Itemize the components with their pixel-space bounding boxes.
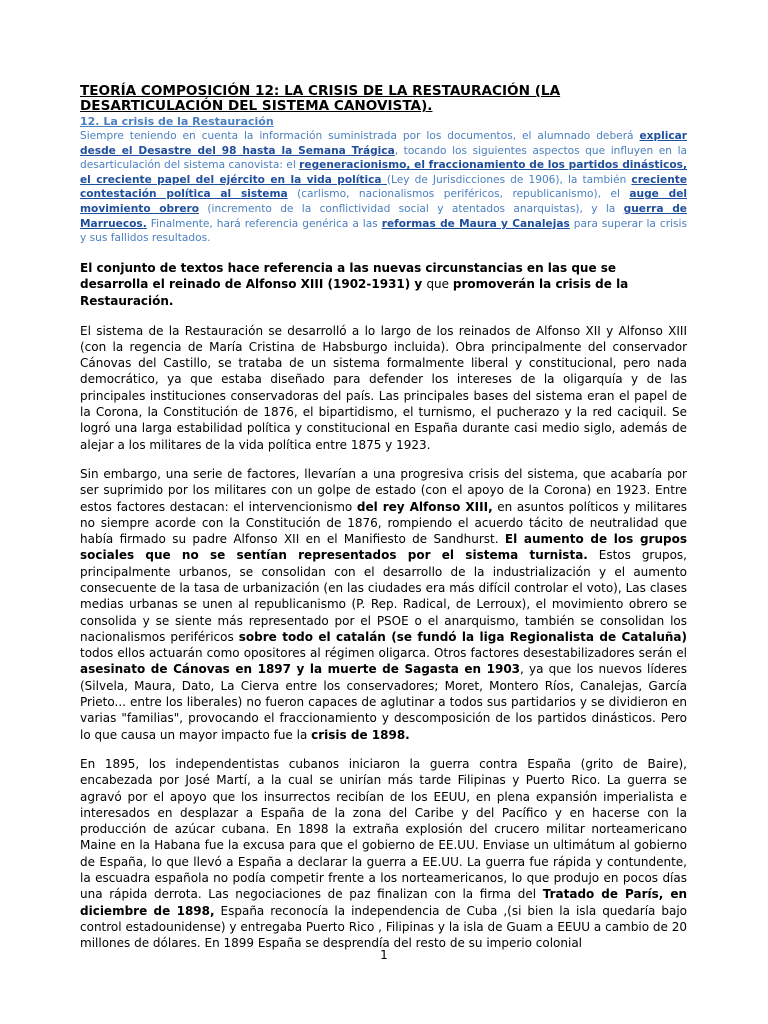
intro-text: Finalmente, hará referencia genérica a las <box>146 217 382 230</box>
intro-highlight: regeneracionismo, el fraccionamiento de los partidos dinásticos, el creciente papel del ejército en la vida política <box>80 159 687 186</box>
body-text: Sin embargo, una serie de factores, llevarían a una progresiva crisis del sistema, que acabaría por ser suprimido por los militares con un golpe de estado (con el apoyo de la Corona) en 1923. Entre estos factores destacan: el intervencionismo <box>80 466 687 514</box>
body-bold: del rey Alfonso XIII, <box>356 499 493 514</box>
body-bold: sobre todo el catalán (se fundó la liga Regionalista de Cataluña) <box>238 629 688 644</box>
body-bold: asesinato de Cánovas en 1897 y la muerte de Sagasta en 1903 <box>80 662 521 677</box>
body-text: Estos grupos, principalmente urbanos, se consolidan con el desarrollo de la industrialización y el aumento consecuente de la tasa de urbanización (en las ciudades era más difícil controlar el voto), Las clases medias urbanas se unen al republicanismo (P. Rep. Radical, de Lerroux), el movimiento obrero se consolida y se siente más representado por el PSOE o el anarquismo, también se consolidan los nacionalismos periféricos <box>80 548 687 644</box>
lead-bold: promoverán la crisis de la Restauración. <box>80 277 629 308</box>
intro-highlight: reformas de Maura y Canalejas <box>381 217 570 230</box>
document-body <box>80 84 687 952</box>
intro-paragraph <box>80 129 687 246</box>
lead-plain: que <box>426 277 453 292</box>
body-text: En 1895, los independentistas cubanos iniciaron la guerra contra España (grito de Baire), encabezada por José Martí, a la cual se unirían más tarde Filipinas y Puerto Rico. La guerra se agravó por el apoyo que los insurrectos recibían de los EEUU, en plena expansión imperialista e interesados en desplazar a España de la zona del Caribe y del Pacífico y en hacerse con la producción de azúcar cubana. En 1898 la extraña explosión del crucero militar norteamericano Maine en la Habana fue la excusa para que el gobierno de EE.UU. Enviase un ultimátum al gobierno de España, lo que llevó a España a declarar la guerra a EE.UU. La guerra fue rápida y contundente, la escuadra española no podía competir frente a los norteamericanos, lo que produjo en pocos días una rápida derrota. Las negociaciones de paz finalizan con la firma del <box>80 756 687 902</box>
paragraph-crisis-factors <box>80 466 687 743</box>
body-bold: crisis de 1898. <box>311 727 410 742</box>
intro-text: (incremento de la conflictividad social y atentados anarquistas), y la <box>199 202 624 215</box>
page-number: 1 <box>380 948 388 962</box>
body-text: todos ellos actuarán como opositores al régimen oligarca. Otros factores desestabilizadores serán el <box>80 646 687 661</box>
body-text: en asuntos políticos y militares no siempre acorde con la Constitución de 1876, rompiendo el acuerdo tácito de neutralidad que había firmado su padre Alfonso XII en el Manifiesto de Sandhurst. <box>80 499 687 547</box>
document-title: TEORÍA COMPOSICIÓN 12: LA CRISIS DE LA RESTAURACIÓN (LA DESARTICULACIÓN DEL SISTEMA CANOVISTA). <box>80 83 561 114</box>
intro-highlight: auge del movimiento obrero <box>80 188 688 215</box>
paragraph-restoration-system: El sistema de la Restauración se desarrolló a lo largo de los reinados de Alfonso XII y Alfonso XIII (con la regencia de María Cristina de Habsburgo incluida). Obra principalmente del conservador Cánovas del Castillo, se trataba de un sistema formalmente liberal y constitucional, pero nada democrático, ya que estaba diseñado para defender los intereses de la oligarquía y de las principales instituciones conservadoras del país. Las principales bases del sistema eran el papel de la Corona, la Constitución de 1876, el bipartidismo, el turnismo, el pucherazo y la red caciquil. Se logró una larga estabilidad política y constitucional en España durante casi medio siglo, además de alejar a los militares de la vida política entre 1875 y 1923. <box>80 323 687 452</box>
body-bold: Tratado de París, en diciembre de 1898, <box>80 887 688 918</box>
intro-highlight: creciente contestación política al sistema <box>80 173 687 201</box>
intro-highlight: guerra de Marruecos. <box>80 202 687 230</box>
body-text: Pero lo que causa un mayor impacto fue la <box>80 711 687 742</box>
intro-text: (Ley de Jurisdicciones de 1906), la también <box>386 173 632 186</box>
intro-text: , tocando los siguientes aspectos que influyen en la desarticulación del sistema canovista: el <box>80 144 688 172</box>
lead-statement <box>80 260 687 310</box>
intro-text: para superar la crisis y sus fallidos resultados. <box>80 217 687 245</box>
intro-text: (carlismo, nacionalismos periféricos, republicanismo), el <box>287 188 630 201</box>
lead-bold: El conjunto de textos hace referencia a las nuevas circunstancias en las que se desarrolla el reinado de Alfonso XIII (1902-1931) y <box>80 260 617 292</box>
body-text: , ya que los nuevos líderes (Silvela, Maura, Dato, La Cierva entre los conservadores; Moret, Montero Ríos, Canalejas, García Prieto... entre los liberales) no fueron capaces de aglutinar a todos sus partidarios y se dividieron en varias "familias", provocando el fraccionamiento y descomposición de los partidos dinásticos. <box>80 662 687 726</box>
body-bold: El aumento de los grupos sociales que no se sentían representados por el sistema turnista. <box>80 532 687 563</box>
intro-highlight: explicar desde el Desastre del 98 hasta la Semana Trágica <box>80 130 687 157</box>
intro-text: Siempre teniendo en cuenta la información suministrada por los documentos, el alumnado deberá <box>80 130 640 142</box>
section-subtitle: 12. La crisis de la Restauración <box>80 115 274 128</box>
paragraph-cuban-war <box>80 756 687 952</box>
body-text: España reconocía la independencia de Cuba ,(si bien la isla quedaría bajo control estadounidense) y entregaba Puerto Rico , Filipinas y la isla de Guam a EEUU a cambio de 20 millones de dólares. En 1899 España se desprendía del resto de su imperio colonial <box>80 903 687 951</box>
